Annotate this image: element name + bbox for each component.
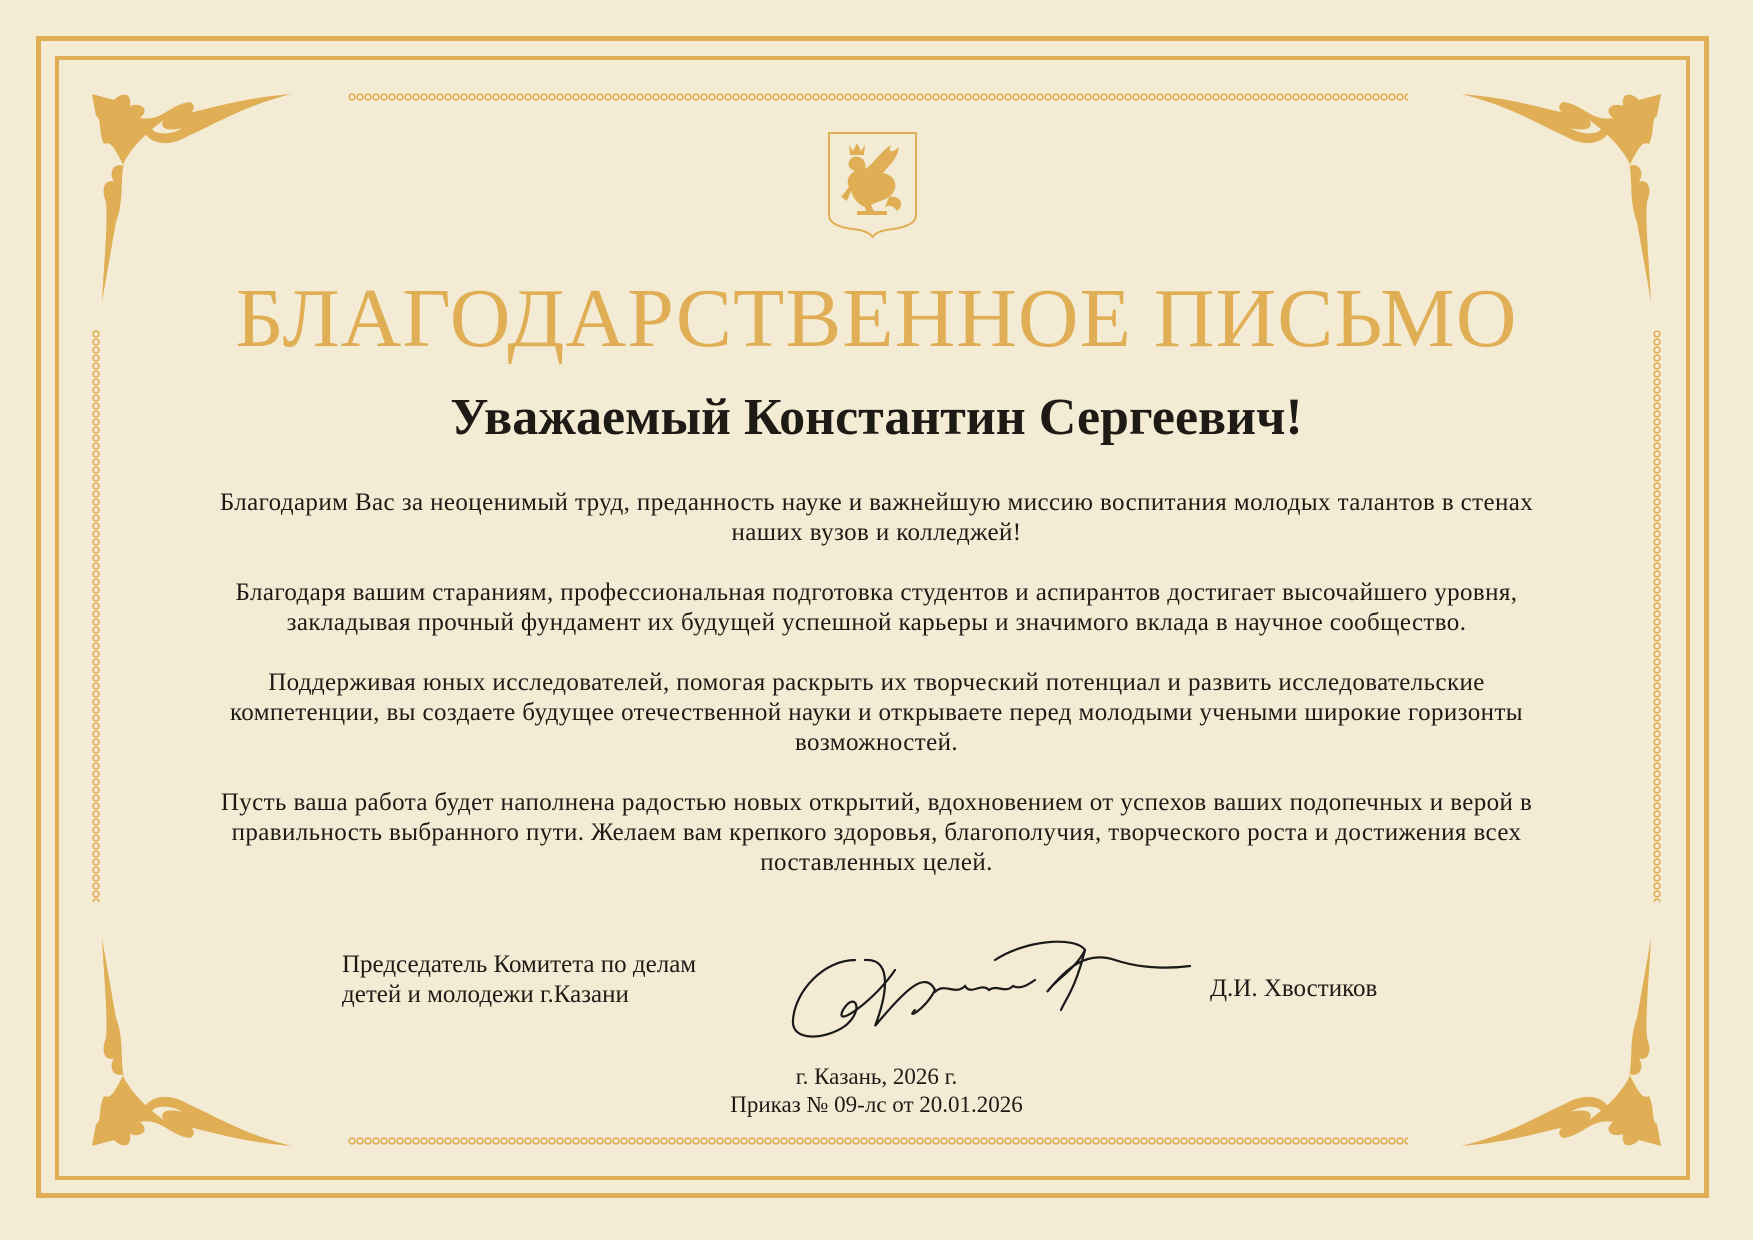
place-year: г. Казань, 2026 г. — [795, 1064, 958, 1089]
place-and-order — [0, 1063, 1753, 1119]
paragraph: Поддерживая юных исследователей, помогая раскрыть их творческий потенциал и развить исследовательские компетенции, вы создаете будущее отечественной науки и открываете перед молодыми учеными широкие горизонты возможностей. — [230, 669, 1523, 756]
coat-of-arms-icon — [827, 131, 918, 238]
signer-position-line: детей и молодежи г.Казани — [342, 981, 629, 1008]
top-chain-ornament — [348, 93, 1408, 101]
paragraph: Благодарим Вас за неоценимый труд, преданность науке и важнейшую миссию воспитания молодых талантов в стенах наших вузов и колледжей! — [219, 489, 1534, 546]
paragraph: Пусть ваша работа будет наполнена радостью новых открытий, вдохновением от успехов ваших подопечных и верой в правильность выбранного пути. Желаем вам крепкого здоровья, благополучия, творческого роста и достижения всех поставленных целей. — [220, 789, 1533, 876]
signer-position — [342, 950, 696, 1010]
salutation: Уважаемый Константин Сергеевич! — [450, 389, 1303, 446]
paragraph: Благодаря вашим стараниям, профессиональная подготовка студентов и аспирантов достигает высочайшего уровня, закладывая прочный фундамент их будущей успешной карьеры и значимого вклада в научное сообщество. — [235, 579, 1518, 636]
document-title: БЛАГОДАРСТВЕННОЕ ПИСЬМО — [235, 272, 1518, 365]
handwritten-signature — [785, 930, 1195, 1050]
order-number: Приказ № 09-лс от 20.01.2026 — [730, 1092, 1023, 1117]
signer-name: Д.И. Хвостиков — [1210, 975, 1378, 1002]
letter-body — [200, 488, 1553, 908]
signer-position-line: Председатель Комитета по делам — [342, 951, 697, 978]
bottom-chain-ornament — [348, 1137, 1408, 1145]
